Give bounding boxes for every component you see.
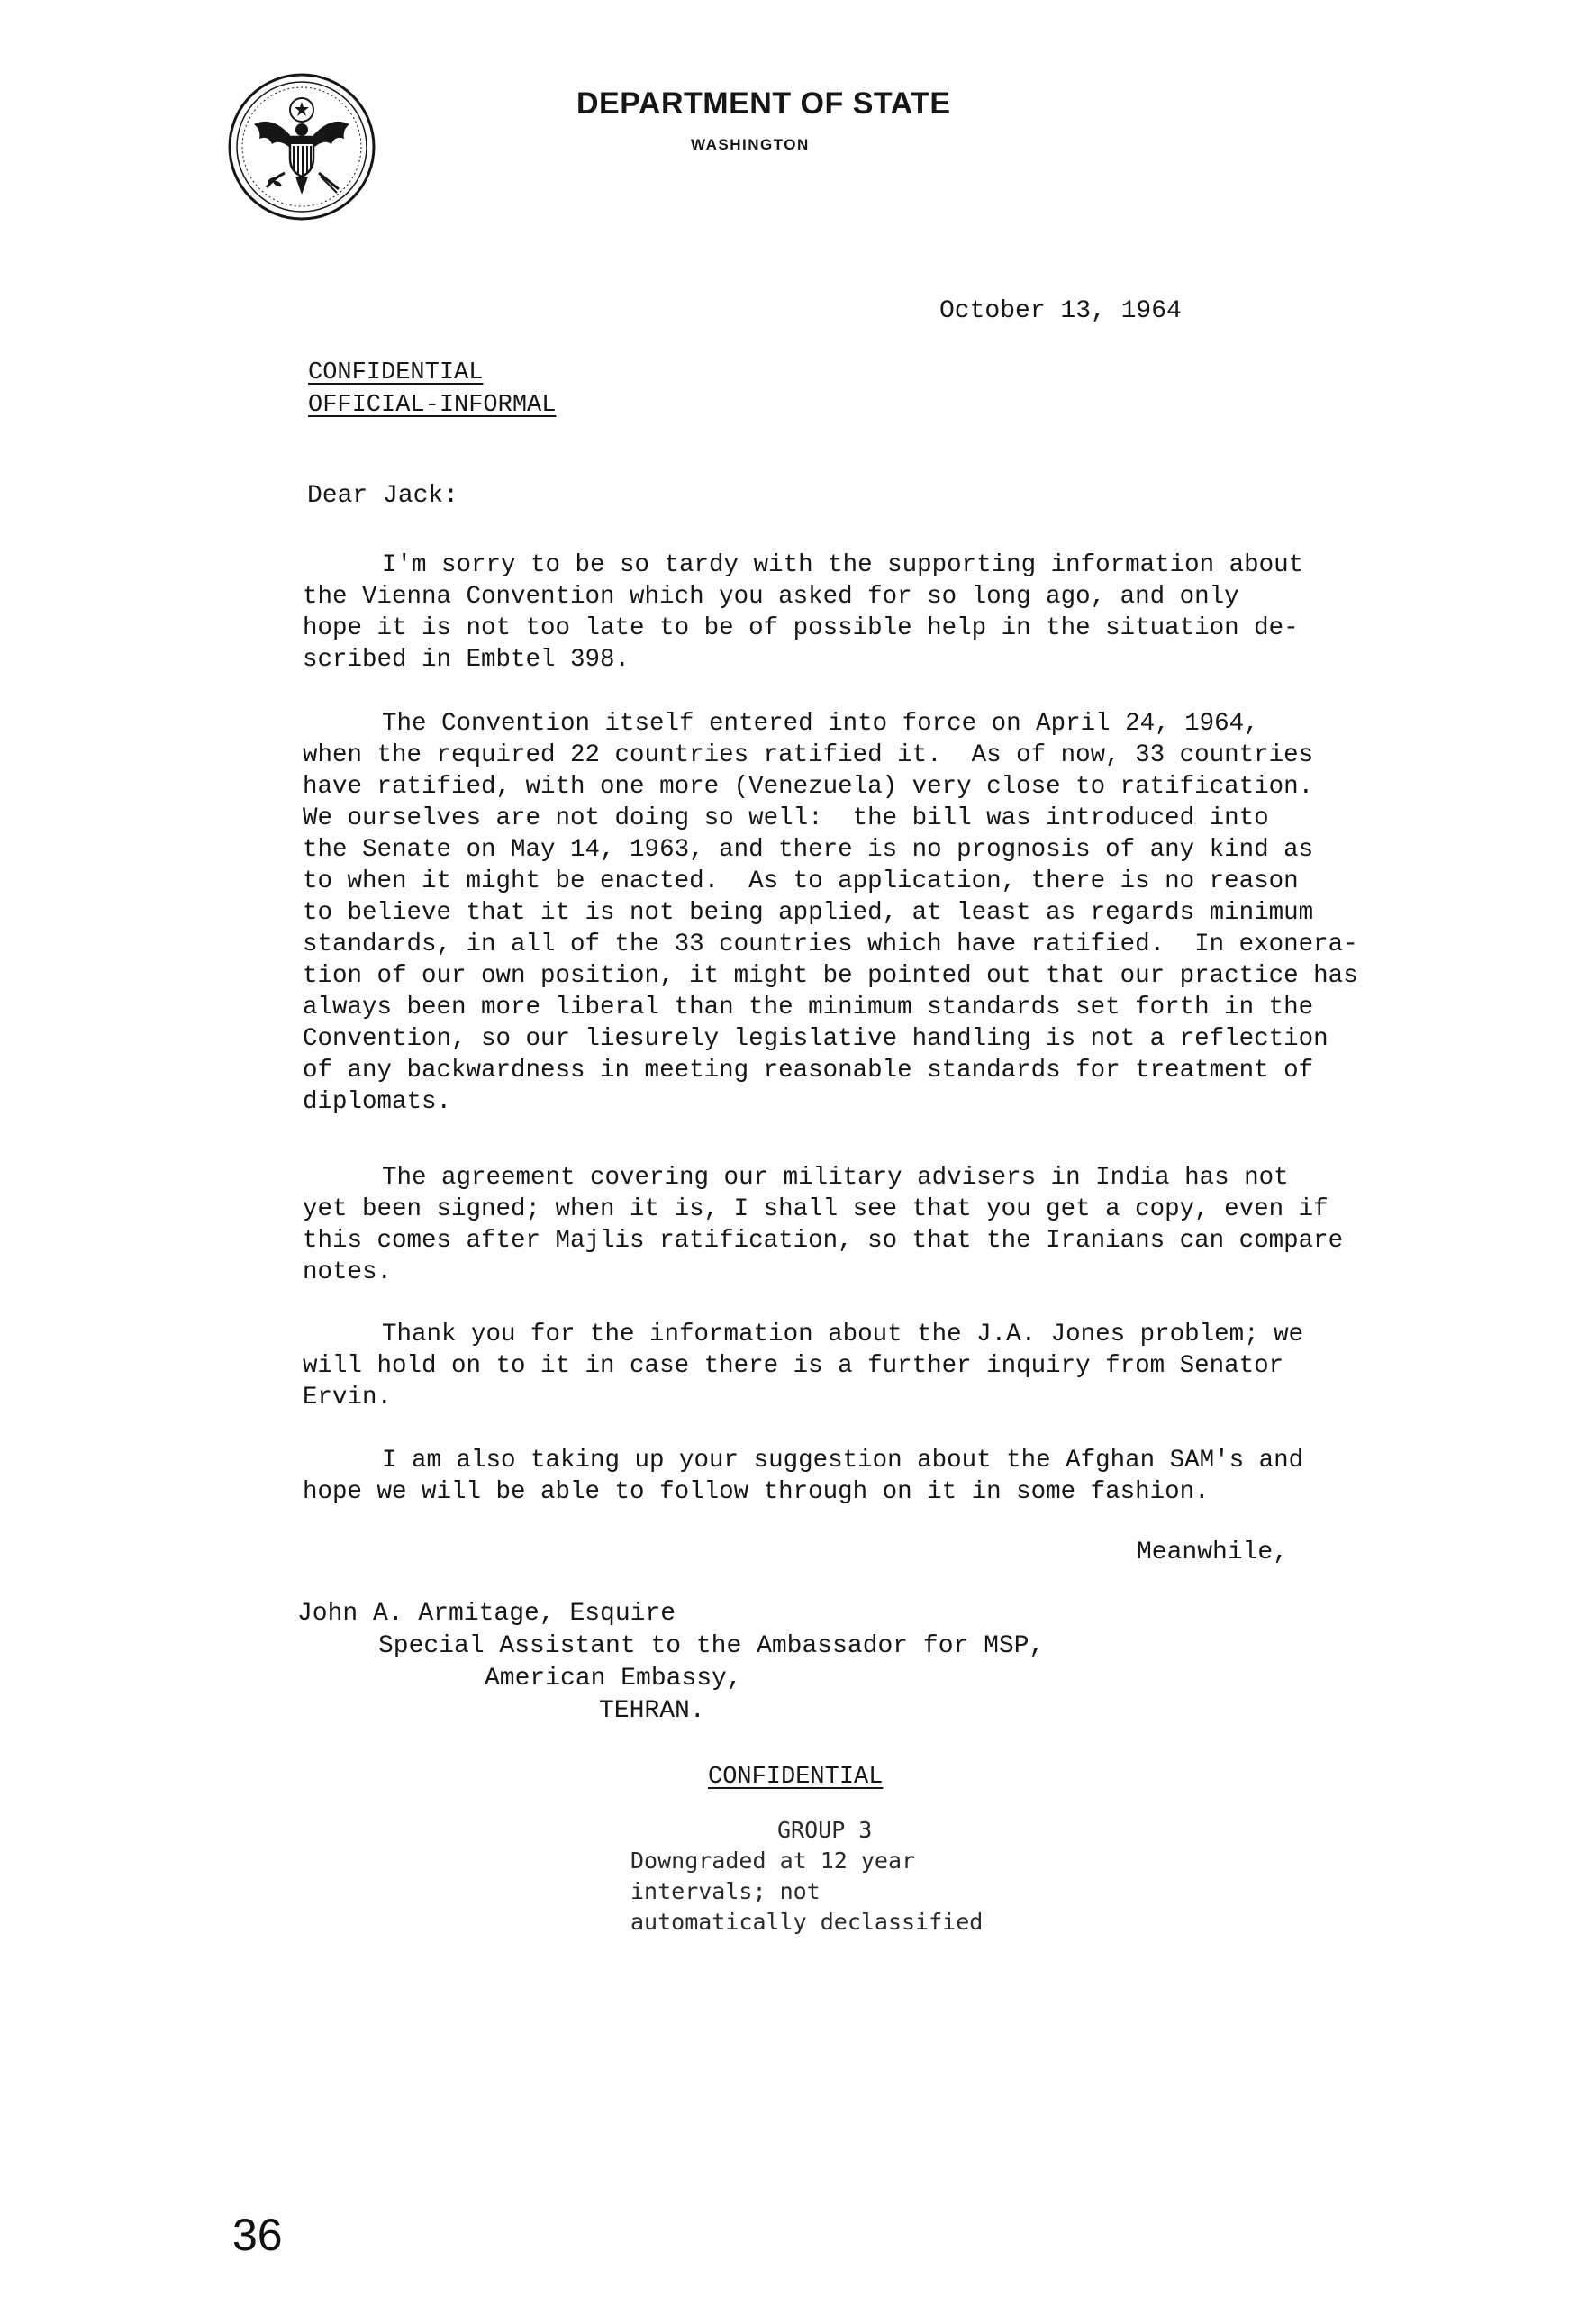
paragraph-line: to when it might be enacted. As to application, there is no reason (303, 867, 1299, 895)
downgrade-line: Downgraded at 12 year (630, 1848, 916, 1874)
paragraph-line: the Vienna Convention which you asked for so long ago, and only (303, 583, 1239, 611)
paragraph-line: the Senate on May 14, 1963, and there is no prognosis of any kind as (303, 836, 1314, 864)
paragraph-line: Thank you for the information about the J.A. Jones problem; we (382, 1321, 1304, 1348)
paragraph-line: diplomats. (303, 1088, 452, 1116)
addressee-city: TEHRAN. (599, 1697, 705, 1725)
paragraph-4 (303, 1319, 1303, 1413)
department-seal (227, 72, 376, 222)
classification-confidential: CONFIDENTIAL (308, 359, 484, 386)
paragraph-line: scribed in Embtel 398. (303, 646, 630, 674)
footer-classification: CONFIDENTIAL (708, 1764, 884, 1791)
paragraph-line: have ratified, with one more (Venezuela) very close to ratification. (303, 773, 1314, 801)
great-seal-eagle-icon (227, 72, 376, 222)
paragraph-line: Ervin. (303, 1384, 393, 1412)
paragraph-line: I am also taking up your suggestion about the Afghan SAM's and (382, 1447, 1304, 1475)
paragraph-line: notes. (303, 1258, 393, 1286)
paragraph-line: when the required 22 countries ratified it. As of now, 33 countries (303, 741, 1314, 769)
addressee-block (297, 1598, 1044, 1728)
paragraph-line: hope we will be able to follow through on it in some fashion. (303, 1478, 1210, 1506)
addressee-title: Special Assistant to the Ambassador for MSP, (378, 1632, 1045, 1660)
paragraph-line: will hold on to it in case there is a further inquiry from Senator (303, 1352, 1284, 1380)
paragraph-line: yet been signed; when it is, I shall see that you get a copy, even if (303, 1195, 1328, 1223)
classification-official-informal: OFFICIAL-INFORMAL (308, 392, 557, 419)
downgrade-line: intervals; not (630, 1878, 821, 1904)
classification-block (308, 357, 556, 422)
paragraph-line: this comes after Majlis ratification, so that the Iranians can compare (303, 1227, 1344, 1255)
paragraph-line: The agreement covering our military advisers in India has not (382, 1164, 1289, 1192)
letter-date: October 13, 1964 (939, 297, 1182, 325)
closing: Meanwhile, (1137, 1539, 1289, 1566)
downgrade-stamp (630, 1815, 983, 1938)
paragraph-line: tion of our own position, it might be pointed out that our practice has (303, 962, 1358, 990)
paragraph-line: I'm sorry to be so tardy with the supporting information about (382, 551, 1304, 579)
paragraph-line: always been more liberal than the minimum standards set forth in the (303, 994, 1314, 1021)
paragraph-line: standards, in all of the 33 countries which have ratified. In exonera- (303, 931, 1358, 958)
paragraph-line: of any backwardness in meeting reasonable standards for treatment of (303, 1057, 1314, 1085)
addressee-org: American Embassy, (485, 1665, 742, 1693)
letterhead-title: DEPARTMENT OF STATE (576, 86, 951, 121)
paragraph-line: to believe that it is not being applied, at least as regards minimum (303, 899, 1314, 927)
paragraph-line: hope it is not too late to be of possible help in the situation de- (303, 614, 1299, 642)
group-label: GROUP 3 (777, 1817, 873, 1843)
page-number: 36 (232, 2210, 283, 2260)
paragraph-2 (303, 708, 1358, 1118)
salutation: Dear Jack: (307, 482, 459, 510)
paragraph-1 (303, 549, 1303, 676)
letterhead-city: WASHINGTON (691, 136, 810, 153)
paragraph-line: Convention, so our liesurely legislative handling is not a reflection (303, 1025, 1328, 1053)
paragraph-line: We ourselves are not doing so well: the bill was introduced into (303, 804, 1269, 832)
paragraph-line: The Convention itself entered into force on April 24, 1964, (382, 710, 1259, 738)
downgrade-line: automatically declassified (630, 1909, 984, 1935)
addressee-name: John A. Armitage, Esquire (297, 1600, 676, 1628)
paragraph-3 (303, 1162, 1343, 1288)
paragraph-5 (303, 1445, 1303, 1508)
